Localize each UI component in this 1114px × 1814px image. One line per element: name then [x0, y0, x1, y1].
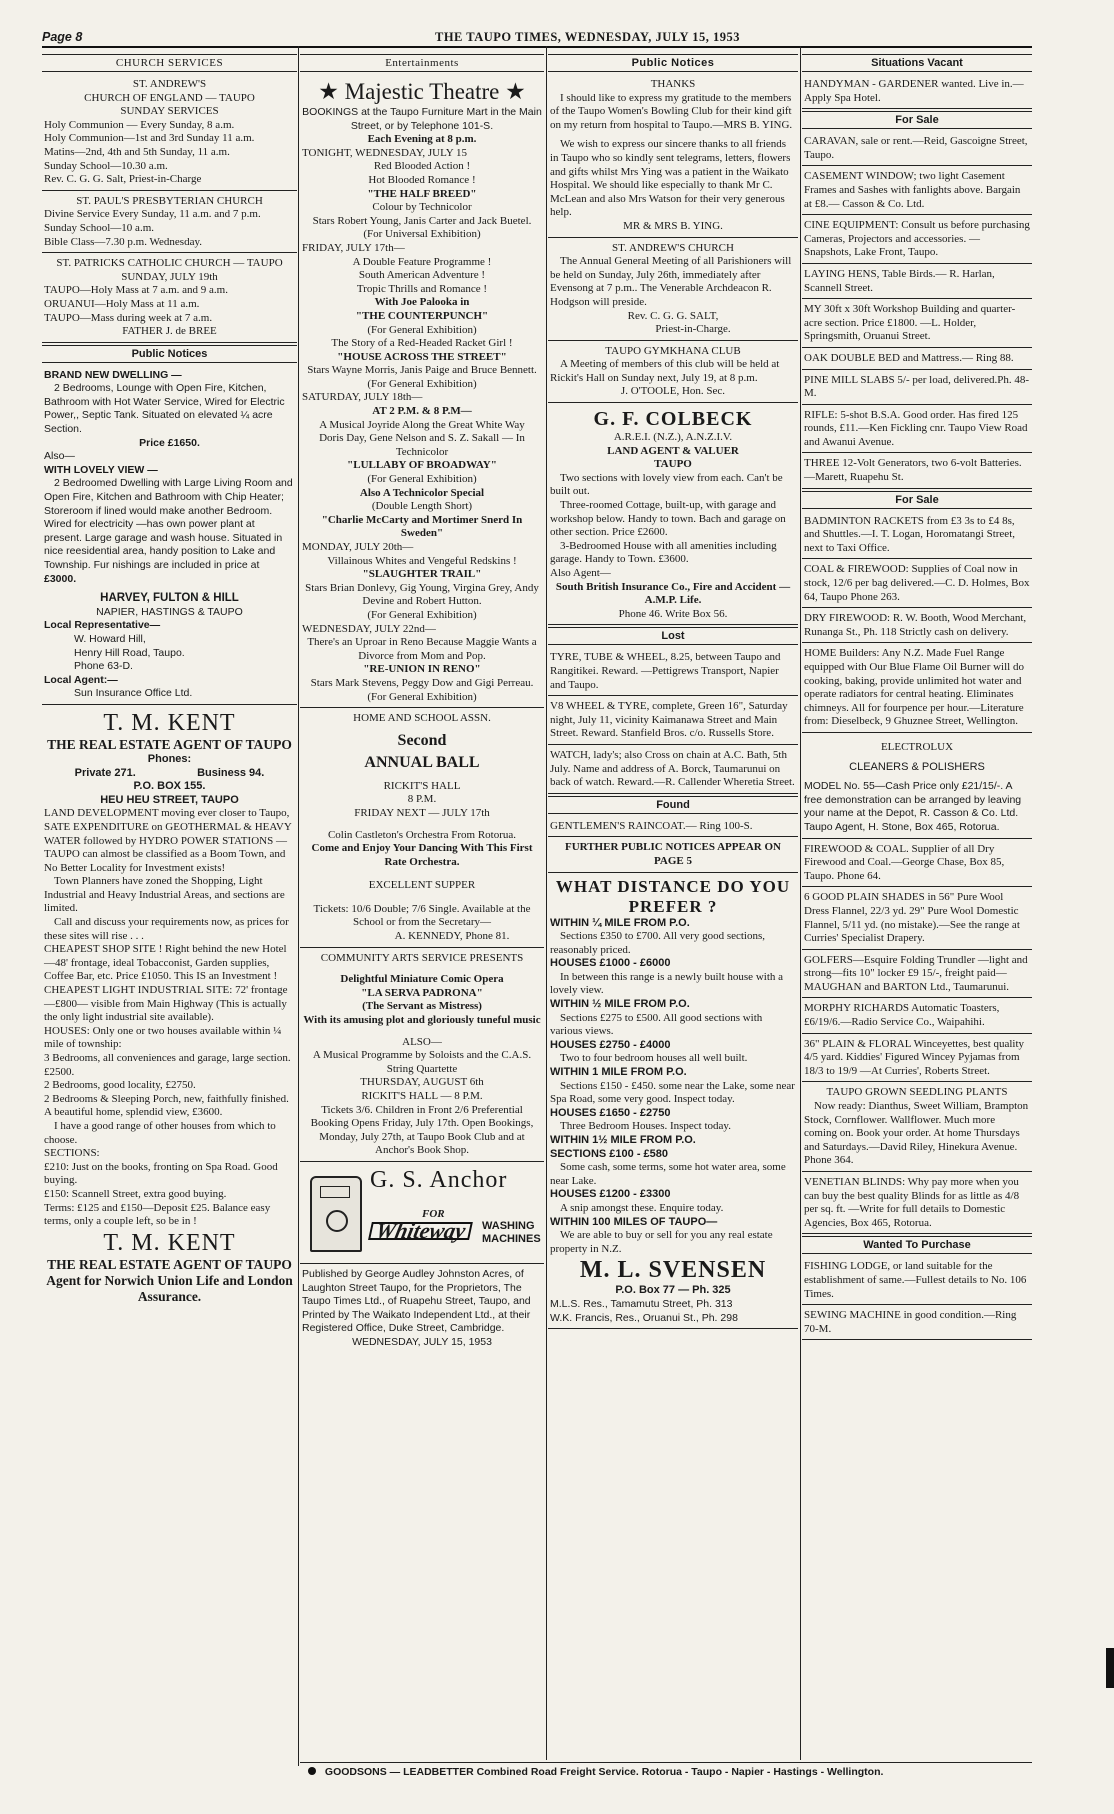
musical-programme: A Musical Programme by Soloists and the C.A.S. String Quartette — [312, 1049, 532, 1075]
ball-title: ANNUAL BALL — [364, 753, 480, 771]
classified-ad: FIREWOOD & COAL. Supplier of all Dry Firewood and Coal.—George Chase, Box 85, Taupo. Phone 64. — [802, 841, 1032, 888]
film-line: "LULLABY OF BROADWAY" — [347, 459, 497, 472]
agent-tagline: THE REAL ESTATE AGENT OF TAUPO — [47, 736, 292, 752]
public-notices-header: Public Notices — [548, 54, 798, 72]
film-line: Doris Day, Gene Nelson and S. Z. Sakall — In Technicolor — [319, 432, 525, 458]
classified-ad: DRY FIREWOOD: R. W. Booth, Wood Merchant, Runanga St., Ph. 118 Strictly cash on delivery. — [802, 610, 1032, 643]
phone-numbers — [44, 767, 295, 781]
film-line: A Double Feature Programme ! — [352, 255, 492, 268]
notice-services: SUNDAY SERVICES — [120, 105, 219, 118]
ad-heading: COMMUNITY ARTS SERVICE PRESENTS — [320, 951, 524, 964]
ad-headline: WHAT DISTANCE DO YOU PREFER ? — [555, 876, 791, 916]
classified-ad: GENTLEMEN'S RAINCOAT.— Ring 100-S. — [548, 818, 798, 838]
agent-tagline: THE REAL ESTATE AGENT OF TAUPO — [47, 1256, 292, 1272]
film-line: Tropic Thrills and Romance ! — [356, 282, 488, 295]
service-line: Bible Class—7.30 p.m. Wednesday. — [44, 235, 202, 248]
for-sale-list — [802, 513, 1032, 733]
ad-paragraph: Three-roomed Cottage, built-up, with garage and workshop below. Handy to town. Bach and garage on other section. Price £2600. — [550, 499, 786, 539]
each-evening: Each Evening at 8 p.m. — [367, 133, 477, 146]
distance-body: Sections £350 to £700. All very good sections, reasonably priced. — [550, 930, 766, 956]
event-venue: RICKIT'S HALL — 8 P.M. — [361, 1090, 483, 1102]
agent-name-heading: T. M. KENT — [103, 1229, 236, 1256]
notice-body: The Annual General Meeting of all Parishioners will be held on Sunday, July 26th, immediately after Evensong at 7 p.m.. The Venerable Archdeacon R. Hodgson will preside. — [550, 255, 792, 308]
film-line: TONIGHT, WEDNESDAY, JULY 15 — [302, 146, 468, 159]
distance-body: Sections £275 to £500. All good sections with various views. — [550, 1011, 763, 1038]
found-header: Found — [548, 796, 798, 814]
anchor-for: FOR — [422, 1207, 445, 1220]
film-line: (For Universal Exhibition) — [363, 228, 481, 241]
notice-signature-title: Priest-in-Charge. — [655, 323, 731, 336]
local-rep-label: Local Representative— — [44, 619, 161, 632]
film-line: SATURDAY, JULY 18th— — [302, 391, 423, 404]
lost-header: Lost — [548, 627, 798, 645]
distance-body: Two to four bedroom houses all well built. — [560, 1052, 748, 1065]
ad-heading: ELECTROLUX — [880, 740, 954, 753]
classified-ad: TYRE, TUBE & WHEEL, 8.25, between Taupo and Rangitikei. Reward. —Pettigrews Transport, Napier and Taupo. — [548, 649, 798, 696]
home-school-ball-ad — [300, 710, 544, 948]
agent-title: LAND AGENT & VALUER — [607, 444, 739, 457]
classified-ad: VENETIAN BLINDS: Why pay more when you can buy the best quality Blinds for as little as 4/8 per sq. ft. —Write for full details to Domestic Agencies, Box 465, Rotorua. — [802, 1174, 1032, 1234]
phone-business: Business 94. — [197, 766, 265, 779]
film-line: Stars Robert Young, Janis Carter and Jack Buetel. — [312, 214, 532, 227]
notice-signature: J. O'TOOLE, Hon. Sec. — [620, 385, 726, 398]
film-line: WEDNESDAY, JULY 22nd— — [302, 622, 436, 635]
agent-name: Sun Insurance Office Ltd. — [74, 687, 193, 700]
distance-body: Some cash, some terms, some hot water area, some near Lake. — [550, 1161, 786, 1187]
opera-intro: Delightful Miniature Comic Opera — [340, 973, 504, 986]
film-line: Stars Mark Stevens, Peggy Dow and Gigi Perreau. — [310, 676, 534, 689]
film-line: FRIDAY, JULY 17th— — [302, 241, 405, 254]
anchor-name: G. S. Anchor — [370, 1166, 508, 1193]
film-line: (For General Exhibition) — [367, 377, 477, 390]
local-agent-label: Local Agent:— — [44, 673, 118, 686]
film-line: A Musical Joyride Along the Great White Way — [319, 418, 525, 431]
distance-heading: HOUSES £2750 - £4000 — [550, 1038, 671, 1051]
service-line: Divine Service Every Sunday, 11 a.m. and 7 p.m. — [44, 208, 261, 221]
ad-heading: WITH LOVELY VIEW — — [44, 463, 158, 476]
classified-ad: THREE 12-Volt Generators, two 6-volt Batteries.—Marett, Ruapehu St. — [802, 455, 1032, 488]
notice-subtitle: CHURCH OF ENGLAND — TAUPO — [84, 91, 255, 104]
film-line: "HOUSE ACROSS THE STREET" — [337, 350, 507, 363]
public-notices-header: Public Notices — [42, 345, 297, 363]
seedling-ad — [802, 1084, 1032, 1172]
ad-paragraph: 2 Bedrooms & Sleeping Porch, new, faithfully finished. A beautiful home, splendid view, £3600. — [44, 1092, 289, 1119]
street-address: HEU HEU STREET, TAUPO — [100, 793, 239, 806]
edge-mark — [1106, 1648, 1114, 1688]
film-line: There's an Uproar in Reno Because Maggie Wants a Divorce from Mom and Pop. — [307, 636, 537, 662]
distance-heading: HOUSES £1650 - £2750 — [550, 1106, 671, 1119]
washing-machines-text — [482, 1220, 541, 1246]
footer-text: GOODSONS — LEADBETTER Combined Road Freight Service. Rotorua - Taupo - Napier - Hastings - Wellington. — [324, 1766, 884, 1778]
imprint-date: WEDNESDAY, JULY 15, 1953 — [352, 1335, 492, 1348]
service-line: Rev. C. G. G. Salt, Priest-in-Charge — [44, 173, 202, 186]
column-4 — [802, 52, 1032, 1736]
classified-ad: RIFLE: 5-shot B.S.A. Good order. Has fired 125 rounds, £11.—Ken Fickling cnr. Taupo View Road and Awanui Avenue. — [802, 407, 1032, 454]
ad-body: 2 Bedrooms, Lounge with Open Fire, Kitchen, Bathroom with Hot Water Service, Wired for Electric Power,, Septic Tank. Situated on elevated ¼ acre Section. — [44, 382, 285, 436]
anchor-whiteway-ad — [300, 1164, 544, 1264]
film-line: Stars Brian Donlevy, Gig Young, Virgina Grey, Andy Devine and Robert Hutton. — [305, 581, 539, 608]
film-line: "SLAUGHTER TRAIL" — [362, 568, 482, 581]
thanks-signature: MR & MRS B. YING. — [623, 219, 723, 232]
footer — [300, 1766, 1032, 1778]
film-line: (For General Exhibition) — [367, 473, 477, 486]
gymkhana-notice — [548, 343, 798, 403]
ad-body: 2 Bedroomed Dwelling with Large Living Room and Open Fire, Kitchen and Bathroom with Chip Heater; Storeroom if lined would make another Bedroom. Wired for electricity —has own power plant at present. Large garage and wash house. Situated in nice reesidential area, handy position to Lake and Township. Fur nishings are included in price at — [44, 477, 293, 571]
publisher-imprint — [300, 1266, 544, 1353]
ad-paragraph: LAND DEVELOPMENT moving ever closer to Taupo, SATE EXPENDITURE on GEOTHERMAL & HEAVY WATER followed by HYDRO POWER STATIONS — TAUPO can almost be classified as a Boom Town, and No Better Locality for Investment exists! — [44, 807, 292, 874]
film-line: The Story of a Red-Headed Racket Girl ! — [331, 337, 513, 350]
film-listing — [302, 147, 542, 704]
film-line: Red Blooded Action ! — [373, 160, 471, 173]
whiteway-logo — [302, 1166, 542, 1256]
ball-contact: A. KENNEDY, Phone 81. — [394, 930, 510, 943]
classified-ad: GOLFERS—Esquire Folding Trundler —light and strong—fits 10" locker £9 15/-, freight paid—MAUGHAN and BARTON Ltd., Taumarunui. — [802, 952, 1032, 999]
ad-body: Now ready: Dianthus, Sweet William, Brampton Stock, Cornflower. Wallflower. Much more coming on. Book your order. At home Thursdays and Saturdays.—David Riley, Hinekura Avenue. Phone 364. — [804, 1100, 1029, 1167]
ad-body: MODEL No. 55—Cash Price only £21/15/-. A free demonstration can be arranged by leaving your name at the Depot, R. Casson & Co. Ltd. Taupo Agent, H. Stone, Box 465, Rotorua. — [804, 780, 1022, 833]
po-box: P.O. BOX 155. — [133, 780, 206, 793]
film-line: (For General Exhibition) — [367, 690, 477, 703]
film-line: Hot Blooded Romance ! — [368, 173, 476, 186]
washing-machine-icon — [310, 1176, 362, 1252]
for-sale-list — [802, 841, 1032, 1083]
thanks-body: I should like to express my gratitude to the members of the Taupo Women's Bowling Club for their kind gift on my return from hospital to Taupo.—MRS B. YING. — [550, 91, 793, 131]
film-line: AT 2 P.M. & 8 P.M— — [372, 405, 472, 418]
footer-rule — [300, 1762, 1032, 1763]
column-rule — [298, 46, 299, 1766]
film-line: "RE-UNION IN RENO" — [363, 663, 481, 676]
firm-name: HARVEY, FULTON & HILL — [100, 592, 239, 605]
electrolux-ad — [802, 735, 1032, 839]
distance-list — [550, 917, 796, 1257]
theatre-name: ★ Majestic Theatre ★ — [318, 79, 526, 104]
ad-paragraph: £150: Scannell Street, extra good buying. — [44, 1187, 227, 1200]
ad-heading: TAUPO GROWN SEEDLING PLANTS — [826, 1086, 1008, 1099]
st-andrews-church-notice — [42, 76, 297, 191]
ad-price: £3000. — [44, 572, 77, 585]
thanks-title: THANKS — [650, 78, 696, 90]
wanted-header: Wanted To Purchase — [802, 1236, 1032, 1254]
distance-body: Sections £150 - £450. some near the Lake, some near Spa Road, some very good. Inspect today. — [550, 1079, 795, 1106]
film-line: Stars Wayne Morris, Janis Paige and Bruce Bennett. — [307, 364, 537, 377]
colbeck-ad — [548, 405, 798, 625]
machines-word: MACHINES — [482, 1232, 541, 1245]
ad-paragraph: Terms: £125 and £150—Deposit £25. Balance easy terms, only a couple left, so be in ! — [44, 1201, 271, 1228]
film-line: Villainous Whites and Vengeful Redskins ! — [327, 554, 517, 567]
ball-supper: EXCELLENT SUPPER — [368, 879, 476, 892]
notice-title: ST. PAUL'S PRESBYTERIAN CHURCH — [76, 194, 263, 207]
agent-residence: W.K. Francis, Res., Oruanui St., Ph. 298 — [550, 1311, 738, 1324]
notice-title: ST. ANDREW'S — [132, 78, 207, 90]
ad-subheading: CLEANERS & POLISHERS — [849, 760, 985, 773]
classified-ad: HOME Builders: Any N.Z. Made Fuel Range equipped with Our Blue Flame Oil Burner will do cooking, baking, provide unlimited hot water and operate radiators for central heating. Eliminates chimneys. All for fourpence per hour.—Literature from: Dieselbeck, 9 Ghuznee Street, Wellington. — [802, 645, 1032, 733]
service-line: Sunday School—10 a.m. — [44, 221, 154, 234]
film-line: MONDAY, JULY 20th— — [302, 541, 414, 553]
service-line: ORUANUI—Holy Mass at 11 a.m. — [44, 297, 200, 310]
ad-price: Price £1650. — [139, 436, 200, 449]
ball-time: 8 P.M. — [407, 793, 437, 806]
ad-paragraph: 3-Bedroomed House with all amenities including garage. Handy to Town. £3600. — [550, 539, 777, 566]
notice-signature: Rev. C. G. G. SALT, — [627, 309, 719, 322]
classified-ad: LAYING HENS, Table Birds.— R. Harlan, Scannell Street. — [802, 266, 1032, 299]
classified-ad: HANDYMAN - GARDENER wanted. Live in.—Apply Spa Hotel. — [802, 76, 1032, 109]
distance-body: We are able to buy or sell for you any real estate property in N.Z. — [550, 1229, 773, 1255]
classified-ad: V8 WHEEL & TYRE, complete, Green 16", Saturday night, July 11, vicinity Kaimanawa Street and Main Street. Reward. Stanfield Bros. c/o. Russells Store. — [548, 698, 798, 745]
service-line: TAUPO—Mass during week at 7 a.m. — [44, 311, 213, 324]
entertainments-header: Entertainments — [300, 54, 544, 72]
ad-paragraph: Call and discuss your requirements now, as prices for these sites will rise . . . — [44, 916, 289, 942]
majestic-theatre-ad — [300, 76, 544, 708]
washing-word: WASHING — [482, 1219, 535, 1232]
also-label: ALSO— — [402, 1035, 442, 1048]
for-sale-list — [802, 133, 1032, 488]
classified-ad: BADMINTON RACKETS from £3 3s to £4 8s, and Shuttles.—I. T. Logan, Horomatangi Street, next to Taxi Office. — [802, 513, 1032, 560]
classified-ad: FISHING LODGE, or land suitable for the establishment of same.—Fullest details to No. 106 Times. — [802, 1258, 1032, 1305]
film-line: Colour by Technicolor — [372, 201, 472, 214]
agent-name-heading: T. M. KENT — [103, 709, 236, 736]
column-3 — [548, 52, 798, 1722]
thanks-notice — [548, 76, 798, 238]
ad-paragraph: 3 Bedrooms, all conveniences and garage, large section. £2500. — [44, 1052, 291, 1078]
classified-ad: MY 30ft x 30ft Workshop Building and quarter-acre section. Price £1800. —L. Holder, Springsmith, Oruanui Street. — [802, 301, 1032, 348]
agent-box: P.O. Box 77 — Ph. 325 — [615, 1284, 731, 1297]
distance-body: A snip amongst these. Enquire today. — [560, 1201, 724, 1214]
film-line: (For General Exhibition) — [367, 608, 477, 621]
opera-title: "LA SERVA PADRONA" — [361, 986, 483, 999]
phones-label: Phones: — [147, 752, 192, 765]
agent-qualifications: A.R.E.I. (N.Z.), A.N.Z.I.V. — [613, 431, 733, 444]
st-patricks-church-notice — [42, 255, 297, 343]
ad-paragraph: I have a good range of other houses from which to choose. — [44, 1119, 276, 1146]
classified-ad: WATCH, lady's; also Cross on chain at A.C. Bath, 5th July. Name and address of A. Borck, Taumarunui on back of watch. Reward.—R. Callender Wheretia Street. — [548, 747, 798, 794]
distance-heading: SECTIONS £100 - £580 — [550, 1147, 669, 1160]
film-line: "THE COUNTERPUNCH" — [355, 309, 489, 322]
masthead — [42, 30, 1032, 48]
for-sale-header: For Sale — [802, 491, 1032, 509]
ad-also: Also Agent— — [550, 567, 611, 579]
event-tickets: Tickets 3/6. Children in Front 2/6 Preferential Booking Opens Friday, July 17th. Open Bookings, Monday, July 27th, at Taupo Book Club and at Anchor's Book Shop. — [310, 1103, 534, 1157]
st-andrews-agm-notice — [548, 240, 798, 341]
film-line: Also A Technicolor Special — [359, 486, 485, 499]
classified-ad: MORPHY RICHARDS Automatic Toasters, £6/19/6.—Radio Service Co., Waipahihi. — [802, 1000, 1032, 1033]
distance-body: In between this range is a newly built house with a lovely view. — [550, 970, 784, 997]
service-line: Holy Communion — Every Sunday, 8 a.m. — [44, 118, 235, 131]
classified-ad: PINE MILL SLABS 5/- per load, delivered.Ph. 48-M. — [802, 372, 1032, 405]
ball-tickets: Tickets: 10/6 Double; 7/6 Single. Available at the School or from the Secretary— — [313, 902, 531, 929]
distance-heading: WITHIN ½ MILE FROM P.O. — [550, 998, 690, 1011]
ad-heading: BRAND NEW DWELLING — — [44, 368, 182, 381]
agent-residence: M.L.S. Res., Tamamutu Street, Ph. 313 — [550, 1297, 733, 1310]
ad-paragraph: CHEAPEST LIGHT INDUSTRIAL SITE: 72' frontage —£800— visible from Main Highway (This is actually the only light industrial site available). — [44, 984, 288, 1024]
classified-ad: CINE EQUIPMENT: Consult us before purchasing Cameras, Projectors and accessories. — Snapshots, Lake Front, Taupo. — [802, 217, 1032, 264]
classified-ad: 6 GOOD PLAIN SHADES in 56" Pure Wool Dress Flannel, 22/3 yd. 29" Pure Wool Domestic Flannel, 5/11 yd. (no mistake).—See the range at Curries' Specialist Drapery. — [802, 889, 1032, 949]
tm-kent-ad — [42, 707, 297, 1308]
bookings-info: BOOKINGS at the Taupo Furniture Mart in the Main Street, or by Telephone 101-S. — [302, 106, 542, 132]
distance-heading: WITHIN 1½ MILE FROM P.O. — [550, 1134, 696, 1146]
further-notices: FURTHER PUBLIC NOTICES APPEAR ON PAGE 5 — [548, 839, 798, 872]
firm-subtitle: NAPIER, HASTINGS & TAUPO — [96, 605, 243, 618]
ad-paragraph: HOUSES: Only one or two houses available within ¼ mile of township: — [44, 1024, 282, 1051]
film-line: South American Adventure ! — [358, 269, 486, 282]
opera-translation: (The Servant as Mistress) — [362, 1000, 482, 1013]
service-line: Sunday School—10.30 a.m. — [44, 159, 168, 172]
column-2 — [300, 52, 544, 1592]
ad-heading: HOME AND SCHOOL ASSN. — [353, 712, 491, 725]
classified-ad: 36" PLAIN & FLORAL Winceyettes, best quality 4/5 yard. Kiddies' Figured Wincey Pyjamas from 18/3 to 19/9 —At Curries', Roberts Street. — [802, 1036, 1032, 1083]
harvey-fulton-hill-ad — [42, 367, 297, 705]
rep-line: Henry Hill Road, Taupo. — [74, 646, 185, 659]
bullet-icon — [308, 1767, 316, 1775]
service-line: TAUPO—Holy Mass at 7 a.m. and 9 a.m. — [44, 284, 228, 297]
masthead-title: THE TAUPO TIMES, WEDNESDAY, JULY 15, 1953 — [435, 30, 740, 44]
ad-paragraph: Town Planners have zoned the Shopping, Light Industrial and Heavy Industrial Areas, and sections are limited. — [44, 875, 285, 915]
notice-signature: FATHER J. de BREE — [122, 325, 217, 338]
event-date: THURSDAY, AUGUST 6th — [360, 1076, 484, 1089]
ad-paragraph: CHEAPEST SHOP SITE ! Right behind the new Hotel—48' frontage, ideal Tobacconist, Garden supplies, Coffee Bar, etc. Price £1050. This IS an Investment ! — [44, 943, 287, 983]
opera-desc: With its amusing plot and gloriously tuneful music — [303, 1014, 541, 1027]
film-line: (Double Length Short) — [371, 500, 473, 513]
ad-paragraph: SECTIONS: — [44, 1147, 100, 1160]
notice-title: ST. PATRICKS CATHOLIC CHURCH — TAUPO — [56, 257, 283, 270]
notice-date: SUNDAY, JULY 19th — [121, 270, 218, 283]
whiteway-brand: Whiteway — [368, 1222, 473, 1240]
distance-heading: HOUSES £1000 - £6000 — [550, 957, 671, 970]
distance-heading: HOUSES £1200 - £3300 — [550, 1188, 671, 1201]
thanks-body: We wish to express our sincere thanks to all friends in Taupo who so kindly sent telegrams, letters, flowers and gifts whilst Mrs Ying was a patient in the Waikato Hospital. We should like especially to thank Mr C. McLean and also Mrs Watson for their very generous help. — [550, 138, 791, 219]
phone-private: Private 271. — [74, 766, 136, 779]
wanted-list — [802, 1258, 1032, 1340]
distance-heading: WITHIN 100 MILES OF TAUPO— — [550, 1215, 718, 1228]
ad-also: Also— — [44, 450, 75, 463]
ad-paragraph: Two sections with lovely view from each. Can't be built out. — [550, 471, 783, 498]
ball-come: Come and Enjoy Your Dancing With This First Rate Orchestra. — [311, 842, 533, 868]
agent-norwich: Agent for Norwich Union Life and London Assurance. — [46, 1272, 293, 1304]
distance-body: Three Bedroom Houses. Inspect today. — [560, 1120, 731, 1133]
service-line: Matins—2nd, 4th and 5th Sunday, 11 a.m. — [44, 145, 230, 158]
situations-vacant-header: Situations Vacant — [802, 54, 1032, 72]
agent-name-heading: G. F. COLBECK — [593, 408, 753, 431]
film-line: "Charlie McCarty and Mortimer Snerd In Sweden" — [321, 513, 523, 540]
classified-ad: OAK DOUBLE BED and Mattress.— Ring 88. — [802, 350, 1032, 370]
column-1 — [42, 52, 297, 1736]
ball-date: FRIDAY NEXT — JULY 17th — [354, 806, 490, 819]
st-pauls-church-notice — [42, 193, 297, 253]
community-arts-ad — [300, 950, 544, 1162]
church-services-header: CHURCH SERVICES — [42, 54, 297, 72]
ad-phone: Phone 46. Write Box 56. — [618, 607, 728, 620]
classified-ad: SEWING MACHINE in good condition.—Ring 70-M. — [802, 1307, 1032, 1340]
ball-venue: RICKIT'S HALL — [383, 779, 461, 792]
ball-second: Second — [397, 731, 447, 749]
ad-paragraph: £210: Just on the books, fronting on Spa Road. Good buying. — [44, 1160, 278, 1187]
distance-heading: WITHIN 1 MILE FROM P.O. — [550, 1066, 687, 1079]
ad-insurance: South British Insurance Co., Fire and Accident — A.M.P. Life. — [555, 580, 791, 607]
agent-name-heading: M. L. SVENSEN — [579, 1257, 767, 1284]
film-line: "THE HALF BREED" — [367, 187, 477, 200]
column-rule — [800, 46, 801, 1760]
ball-orchestra: Colin Castleton's Orchestra From Rotorua. — [327, 828, 517, 841]
column-rule — [546, 46, 547, 1760]
notice-title: TAUPO GYMKHANA CLUB — [605, 344, 741, 357]
page-number: Page 8 — [42, 30, 83, 44]
svensen-ad — [548, 875, 798, 1330]
film-line: With Joe Palooka in — [374, 296, 470, 309]
film-line: (For General Exhibition) — [367, 323, 477, 336]
classified-ad: COAL & FIREWOOD: Supplies of Coal now in stock, 12/6 per bag delivered.—C. D. Holmes, Box 64, Taupo Phone 263. — [802, 561, 1032, 608]
rep-line: W. Howard Hill, — [74, 632, 146, 645]
for-sale-header: For Sale — [802, 111, 1032, 129]
ad-paragraph: 2 Bedrooms, good locality, £2750. — [44, 1079, 196, 1092]
classified-ad: CASEMENT WINDOW; two light Casement Frames and Sashes with fanlights above. Bargain at £8.— Casson & Co. Ltd. — [802, 168, 1032, 215]
distance-heading: WITHIN ¼ MILE FROM P.O. — [550, 916, 690, 929]
agent-town: TAUPO — [654, 458, 692, 471]
service-line: Holy Communion—1st and 3rd Sunday 11 a.m. — [44, 132, 255, 145]
imprint-text: Published by George Audley Johnston Acres, of Laughton Street Taupo, for the Proprietors, The Taupo Times Ltd., of Ruapehu Street, Taupo, and Printed by The Waikato Independent Ltd., at their Registered Office, Duke Street, Cambridge. — [302, 1267, 531, 1335]
classified-ad: CARAVAN, sale or rent.—Reid, Gascoigne Street, Taupo. — [802, 133, 1032, 166]
notice-body: A Meeting of members of this club will be held at Rickit's Hall on Sunday next, July 19, at 8 p.m. — [550, 358, 780, 384]
rep-line: Phone 63-D. — [74, 660, 133, 673]
notice-title: ST. ANDREW'S CHURCH — [612, 241, 734, 254]
